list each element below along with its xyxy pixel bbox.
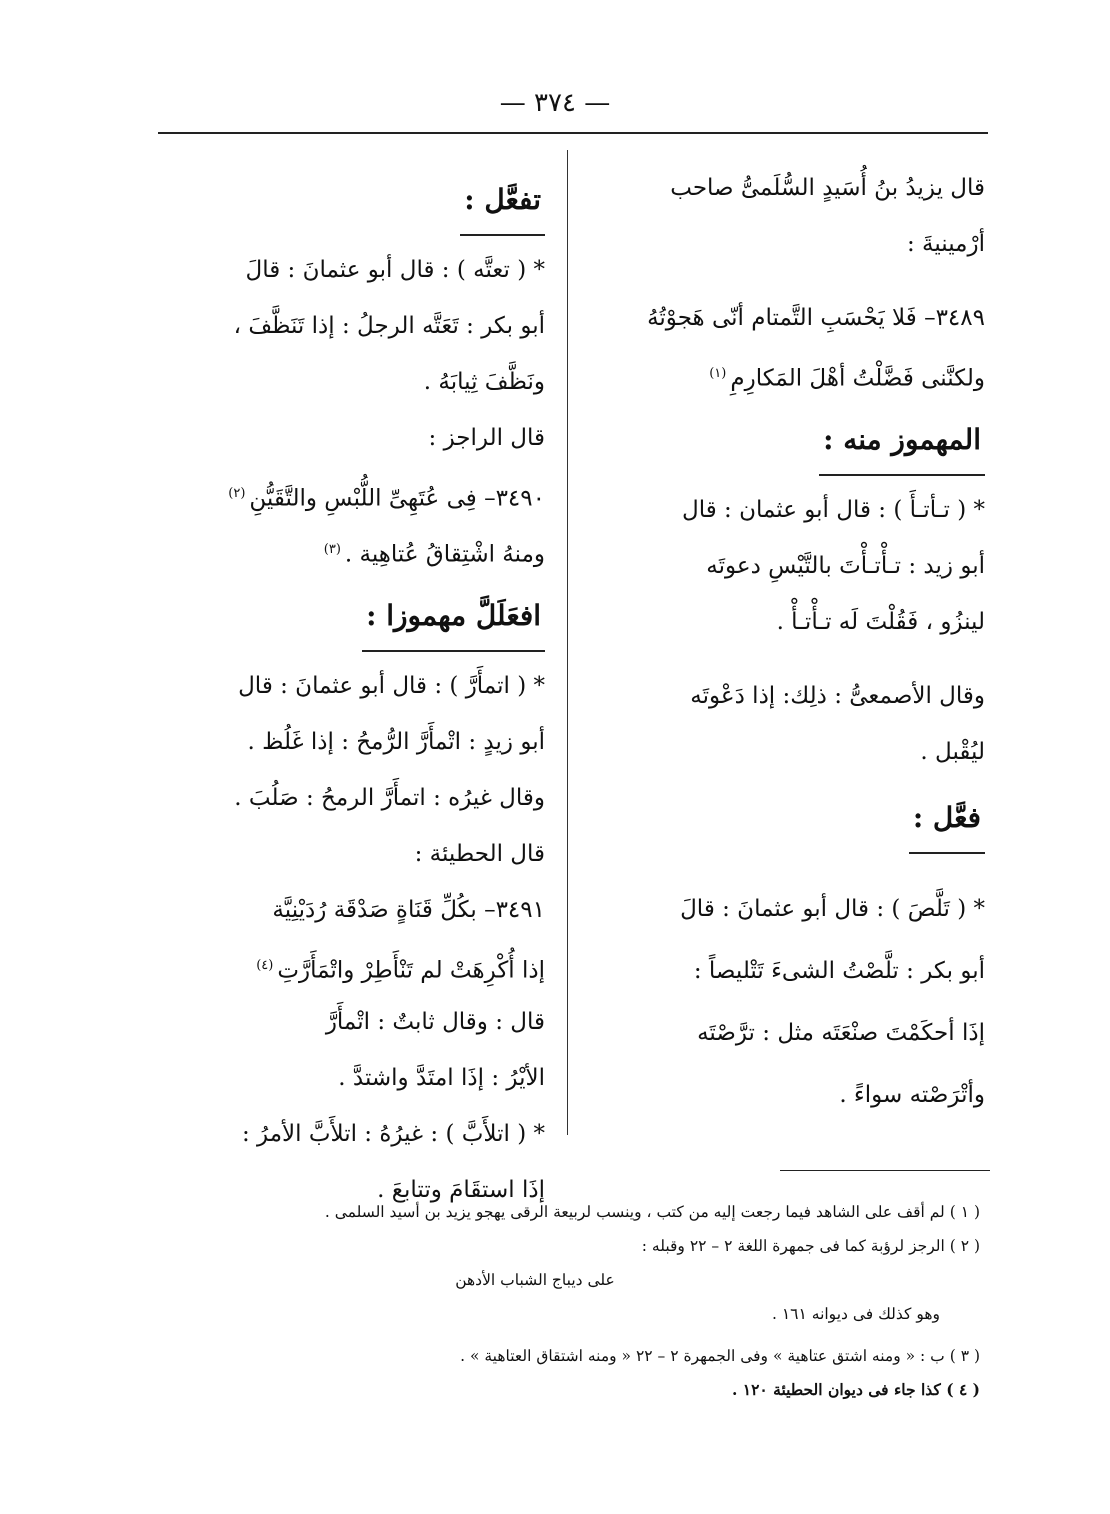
verse-3489: ٣٤٨٩– فَلا يَحْسَبِ التَّمتام أنّى هَجوْتُهُ bbox=[647, 305, 985, 331]
footnote-marker: (١) bbox=[709, 366, 727, 381]
entry-line: إذَا استقَامَ وتتابعَ . bbox=[377, 1177, 545, 1203]
verse-text: ولكنَّنى فَضَّلْتُ أهْلَ المَكارِمِ bbox=[730, 365, 985, 392]
entry-line: * ( تـأتـأَ ) : قال أبو عثمان : قال bbox=[682, 497, 985, 523]
entry-line: * ( اتلأَبَّ ) : غيرُهُ : اتلأَبَّ الأمرُ : bbox=[241, 1121, 545, 1147]
section-heading bbox=[150, 586, 545, 652]
footnotes bbox=[210, 1195, 980, 1407]
entry-line: وأتْرَصْته سواءً . bbox=[839, 1082, 985, 1108]
entry-line: أبو زيد : تـأْتـأْتَ بالتَّيْسِ دعوتَه bbox=[706, 553, 985, 579]
footnote-marker: (٤) bbox=[256, 958, 274, 973]
footnote-marker: (٢) bbox=[228, 486, 246, 501]
left-column bbox=[150, 170, 545, 1218]
entry-line: لينزُو ، فَقُلْتَ لَه تـأْتـأْ . bbox=[776, 609, 985, 635]
entry-line: أبو بكر : تلَّصْتُ الشىءَ تَتْليصاً : bbox=[693, 958, 985, 984]
footnote-2-note: وهو كذلك فى ديوانه ١٦١ . bbox=[771, 1305, 940, 1323]
page-number: — ٣٧٤ — bbox=[499, 88, 611, 118]
verse-3490 bbox=[150, 466, 545, 522]
verse-3491-second bbox=[150, 938, 545, 994]
footnote-4: ( ٤ ) كذا جاء فى ديوان الحطيئة ١٢٠ . bbox=[731, 1380, 980, 1399]
footnote-rule bbox=[780, 1170, 990, 1171]
entry-line: ونَظَّفَ ثِيابَهُ . bbox=[423, 369, 545, 395]
verse-text: ومنهُ اشْتِقاقُ عُتاهِية . bbox=[344, 541, 545, 568]
footnote-3: ( ٣ ) ب : « ومنه اشتق عتاهية » وفى الجمهرة ٢ – ٢٢ « ومنه اشتقاق العتاهية » . bbox=[460, 1347, 980, 1365]
entry-line: أبو زيدٍ : اتْمأَرَّ الرُّمحُ : إذا غَلُظ . bbox=[247, 729, 545, 755]
footnote-marker: (٣) bbox=[323, 542, 341, 557]
entry-line: وقال الأصمعىُّ : ذلِك: إذا دَعْوتَه bbox=[690, 683, 985, 709]
footnote-2: ( ٢ ) الرجز لرؤبة كما فى جمهرة اللغة ٢ – ٢٢ وقبله : bbox=[641, 1237, 980, 1255]
entry-line: إذَا أحكَمْتَ صنْعَتَه مثل : ترَّصْتَه bbox=[697, 1020, 985, 1046]
entry-line: * ( تَلَّصَ ) : قال أبو عثمانَ : قالَ bbox=[680, 896, 985, 922]
footnote-2-verse: على ديباج الشباب الأدهن bbox=[455, 1271, 615, 1289]
verse-text: إذا أُكْرِهَتْ لم تَنْأَطِرْ واتْمَأَرَّتِ bbox=[277, 957, 545, 984]
entry-line: * ( اتمأَرَّ ) : قال أبو عثمانَ : قال bbox=[238, 673, 545, 699]
heading-ifalalla: افعَلَلَّ مهموزا : bbox=[362, 586, 545, 652]
entry-line: قال الراجز : bbox=[428, 425, 545, 451]
intro-line: أرْمينيةَ : bbox=[906, 231, 985, 257]
entry-line: وقال غيرُه : اتمأَرَّ الرمحُ : صَلُبَ . bbox=[234, 785, 545, 811]
entry-line: ليُقْبل . bbox=[920, 739, 985, 765]
heading-faaal: فعَّل : bbox=[909, 788, 985, 854]
verse-3491: ٣٤٩١– بكُلِّ قَنَاةٍ صَدْقَة رُدَيْنِيَّة bbox=[272, 897, 545, 923]
section-heading bbox=[150, 170, 545, 236]
entry-line: الأيْرُ : إذَا امتَدَّ واشتدَّ . bbox=[338, 1065, 545, 1091]
right-column bbox=[585, 160, 985, 1126]
entry-line: أبو بكر : تَعَتَّه الرجلُ : إذا تَنَظَّفَ ، bbox=[233, 313, 545, 339]
section-heading bbox=[585, 410, 985, 476]
entry-line: قال الحطيئة : bbox=[414, 841, 545, 867]
header-rule bbox=[158, 132, 988, 134]
heading-tafaal: تفعَّل : bbox=[460, 170, 545, 236]
intro-line: قال يزيدُ بنُ أُسَيدٍ السُّلَمىُّ صاحب bbox=[670, 175, 985, 201]
verse-3489-second bbox=[585, 346, 985, 402]
section-heading bbox=[585, 788, 985, 854]
heading-mahmuz: المهموز منه : bbox=[819, 410, 985, 476]
entry-line: * ( تعتَّه ) : قال أبو عثمانَ : قالَ bbox=[245, 257, 545, 283]
verse-text: ٣٤٩٠– فِى عُتَهِىِّ اللُّبْسِ والتَّقَيُّنِ bbox=[249, 485, 545, 512]
entry-line: قال : وقال ثابتٌ : اتْمأَرَّ bbox=[325, 1009, 545, 1035]
verse-3490-second bbox=[150, 522, 545, 578]
column-divider bbox=[567, 150, 568, 1135]
footnote-1: ( ١ ) لم أقف على الشاهد فيما رجعت إليه من كتب ، وينسب لربيعة الرقى يهجو يزيد بن أسيد السلمى . bbox=[324, 1203, 980, 1221]
